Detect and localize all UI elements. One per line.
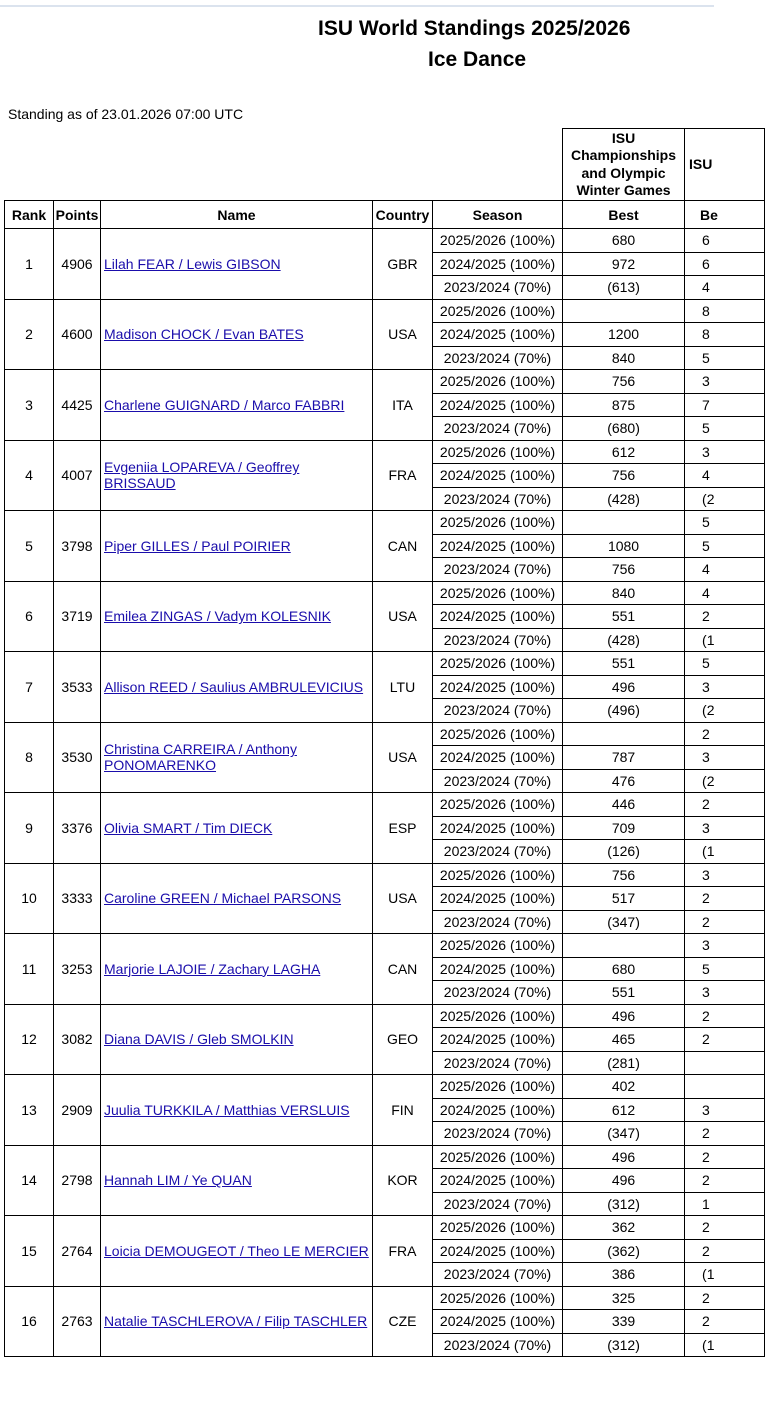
season-cell: 2024/2025 (100%) [433,464,563,488]
standings-table [4,128,765,1357]
rank-cell: 3 [5,370,54,441]
season-cell: 2025/2026 (100%) [433,652,563,676]
best-score-cell: 972 [563,252,685,276]
season-cell: 2025/2026 (100%) [433,299,563,323]
table-row [5,440,765,464]
next-best-cell: (2 [685,769,765,793]
next-best-cell: (1 [685,840,765,864]
table-row [5,1216,765,1240]
season-cell: 2025/2026 (100%) [433,511,563,535]
next-best-cell: 2 [685,1122,765,1146]
next-best-cell: 2 [685,605,765,629]
rank-cell: 10 [5,863,54,934]
next-best-cell: 2 [685,1286,765,1310]
rank-cell: 6 [5,581,54,652]
next-best-cell: (1 [685,628,765,652]
next-best-cell: 8 [685,299,765,323]
couple-name-link[interactable]: Christina CARREIRA / Anthony PONOMARENKO [104,741,297,774]
season-cell: 2024/2025 (100%) [433,1310,563,1334]
next-best-cell: 3 [685,440,765,464]
season-cell: 2025/2026 (100%) [433,934,563,958]
best-score-cell: 496 [563,1004,685,1028]
best-score-cell [563,934,685,958]
next-best-cell: 3 [685,675,765,699]
season-cell: 2025/2026 (100%) [433,1145,563,1169]
season-cell: 2023/2024 (70%) [433,1263,563,1287]
table-row [5,229,765,253]
country-cell: KOR [373,1145,433,1216]
couple-name-link[interactable]: Juulia TURKKILA / Matthias VERSLUIS [104,1101,350,1118]
next-best-cell: 3 [685,863,765,887]
rank-cell: 13 [5,1075,54,1146]
rank-header: Rank [5,201,54,229]
country-cell: CAN [373,511,433,582]
next-best-header: Be [685,201,765,229]
rank-cell: 1 [5,229,54,300]
best-score-cell: (428) [563,628,685,652]
table-row [5,652,765,676]
country-cell: USA [373,299,433,370]
couple-name-link[interactable]: Emilea ZINGAS / Vadym KOLESNIK [104,608,331,625]
season-cell: 2024/2025 (100%) [433,1098,563,1122]
season-cell: 2025/2026 (100%) [433,440,563,464]
points-cell: 3798 [54,511,101,582]
next-best-cell: 2 [685,1216,765,1240]
next-best-cell: 4 [685,464,765,488]
best-score-cell: 756 [563,464,685,488]
points-cell: 3333 [54,863,101,934]
couple-name-link[interactable]: Marjorie LAJOIE / Zachary LAGHA [104,960,321,977]
best-score-cell: 386 [563,1263,685,1287]
season-cell: 2024/2025 (100%) [433,675,563,699]
next-best-cell: 2 [685,887,765,911]
next-best-cell: 4 [685,276,765,300]
best-score-cell: (312) [563,1333,685,1357]
points-cell: 3376 [54,793,101,864]
best-score-cell [563,722,685,746]
season-cell: 2024/2025 (100%) [433,605,563,629]
next-best-cell: 2 [685,1310,765,1334]
next-best-cell: 1 [685,1192,765,1216]
season-cell: 2023/2024 (70%) [433,1192,563,1216]
couple-name-link[interactable]: Loicia DEMOUGEOT / Theo LE MERCIER [104,1242,369,1259]
best-score-cell: 709 [563,816,685,840]
points-cell: 2764 [54,1216,101,1287]
country-cell: FRA [373,440,433,511]
points-cell: 2909 [54,1075,101,1146]
best-score-cell: 840 [563,346,685,370]
points-header: Points [54,201,101,229]
next-best-cell: 6 [685,229,765,253]
points-cell: 4425 [54,370,101,441]
couple-name-link[interactable]: Madison CHOCK / Evan BATES [104,326,304,343]
country-cell: ESP [373,793,433,864]
best-score-cell: 551 [563,652,685,676]
next-best-cell: 2 [685,1239,765,1263]
next-best-cell: (1 [685,1333,765,1357]
standing-date: Standing as of 23.01.2026 07:00 UTC [8,106,244,122]
page-subtitle: Ice Dance [428,48,527,71]
best-score-cell: 875 [563,393,685,417]
best-score-cell: 551 [563,981,685,1005]
next-best-cell: 3 [685,370,765,394]
rank-cell: 4 [5,440,54,511]
country-cell: GBR [373,229,433,300]
top-border-line [0,5,714,7]
season-cell: 2024/2025 (100%) [433,957,563,981]
rank-cell: 12 [5,1004,54,1075]
season-cell: 2023/2024 (70%) [433,417,563,441]
next-best-cell: 2 [685,722,765,746]
couple-name-link[interactable]: Piper GILLES / Paul POIRIER [104,537,291,554]
best-score-cell: (496) [563,699,685,723]
country-cell: USA [373,722,433,793]
table-row [5,793,765,817]
next-group-header: ISU [685,129,765,201]
points-cell: 4906 [54,229,101,300]
best-score-cell: 612 [563,440,685,464]
next-best-cell: 3 [685,746,765,770]
couple-name-link[interactable]: Diana DAVIS / Gleb SMOLKIN [104,1031,294,1048]
best-score-cell: 465 [563,1028,685,1052]
season-cell: 2023/2024 (70%) [433,1051,563,1075]
season-cell: 2024/2025 (100%) [433,393,563,417]
best-score-cell: 476 [563,769,685,793]
country-cell: USA [373,581,433,652]
season-cell: 2025/2026 (100%) [433,229,563,253]
next-best-cell: 5 [685,957,765,981]
best-score-cell: 787 [563,746,685,770]
next-best-cell: 2 [685,1145,765,1169]
next-best-cell: 2 [685,1169,765,1193]
points-cell: 3082 [54,1004,101,1075]
next-best-cell: 7 [685,393,765,417]
points-cell: 3719 [54,581,101,652]
table-row [5,370,765,394]
best-score-cell: 402 [563,1075,685,1099]
best-score-cell: 680 [563,957,685,981]
best-score-cell: 496 [563,1145,685,1169]
season-cell: 2025/2026 (100%) [433,1216,563,1240]
championships-group-header: ISU Championships and Olympic Winter Games [563,129,685,201]
best-score-cell: (680) [563,417,685,441]
season-cell: 2025/2026 (100%) [433,722,563,746]
table-row [5,1145,765,1169]
table-row [5,1075,765,1099]
season-cell: 2023/2024 (70%) [433,276,563,300]
points-cell: 4600 [54,299,101,370]
rank-cell: 5 [5,511,54,582]
rank-cell: 16 [5,1286,54,1357]
best-score-cell: 756 [563,558,685,582]
season-cell: 2024/2025 (100%) [433,252,563,276]
best-header: Best [563,201,685,229]
table-row [5,1286,765,1310]
country-cell: USA [373,863,433,934]
season-cell: 2025/2026 (100%) [433,1286,563,1310]
table-row [5,299,765,323]
next-best-cell: 6 [685,252,765,276]
country-cell: FIN [373,1075,433,1146]
points-cell: 2798 [54,1145,101,1216]
next-best-cell: 5 [685,652,765,676]
best-score-cell: 339 [563,1310,685,1334]
next-best-cell: 4 [685,558,765,582]
best-score-cell [563,511,685,535]
country-cell: ITA [373,370,433,441]
standings-rows [5,229,765,1357]
season-cell: 2025/2026 (100%) [433,581,563,605]
season-cell: 2024/2025 (100%) [433,816,563,840]
season-cell: 2025/2026 (100%) [433,1075,563,1099]
rank-cell: 2 [5,299,54,370]
season-cell: 2023/2024 (70%) [433,628,563,652]
next-best-cell: 3 [685,981,765,1005]
points-cell: 4007 [54,440,101,511]
season-cell: 2024/2025 (100%) [433,1239,563,1263]
next-best-cell: 5 [685,417,765,441]
couple-name-link[interactable]: Natalie TASCHLEROVA / Filip TASCHLER [104,1313,368,1330]
next-best-cell: 5 [685,511,765,535]
rank-cell: 9 [5,793,54,864]
table-row [5,1004,765,1028]
season-cell: 2025/2026 (100%) [433,793,563,817]
best-score-cell: 325 [563,1286,685,1310]
best-score-cell: 1200 [563,323,685,347]
country-cell: GEO [373,1004,433,1075]
table-row [5,934,765,958]
best-score-cell: (362) [563,1239,685,1263]
standings-table-viewport[interactable] [0,128,718,1353]
season-cell: 2023/2024 (70%) [433,840,563,864]
name-header: Name [101,201,373,229]
best-score-cell: (347) [563,910,685,934]
next-best-cell: (2 [685,699,765,723]
table-row [5,863,765,887]
season-cell: 2024/2025 (100%) [433,746,563,770]
best-score-cell: 1080 [563,534,685,558]
season-cell: 2023/2024 (70%) [433,1122,563,1146]
best-score-cell: (312) [563,1192,685,1216]
best-score-cell: 756 [563,863,685,887]
couple-name-link[interactable]: Evgeniia LOPAREVA / Geoffrey BRISSAUD [104,459,300,492]
season-header: Season [433,201,563,229]
best-score-cell: 496 [563,1169,685,1193]
country-cell: CAN [373,934,433,1005]
couple-name-link[interactable]: Olivia SMART / Tim DIECK [104,819,273,836]
couple-name-link[interactable]: Caroline GREEN / Michael PARSONS [104,890,342,907]
season-cell: 2023/2024 (70%) [433,487,563,511]
points-cell: 3533 [54,652,101,723]
points-cell: 3253 [54,934,101,1005]
best-score-cell: 756 [563,370,685,394]
next-best-cell [685,1075,765,1099]
season-cell: 2024/2025 (100%) [433,887,563,911]
best-score-cell: (126) [563,840,685,864]
season-cell: 2023/2024 (70%) [433,558,563,582]
country-cell: LTU [373,652,433,723]
next-best-cell: 5 [685,534,765,558]
country-cell: CZE [373,1286,433,1357]
table-row [5,581,765,605]
couple-name-link[interactable]: Charlene GUIGNARD / Marco FABBRI [104,396,345,413]
season-cell: 2024/2025 (100%) [433,534,563,558]
best-score-cell: 551 [563,605,685,629]
next-best-cell [685,1051,765,1075]
best-score-cell: 840 [563,581,685,605]
best-score-cell: 496 [563,675,685,699]
season-cell: 2024/2025 (100%) [433,1169,563,1193]
season-cell: 2024/2025 (100%) [433,1028,563,1052]
couple-name-link[interactable]: Lilah FEAR / Lewis GIBSON [104,255,281,272]
season-cell: 2023/2024 (70%) [433,1333,563,1357]
next-best-cell: 3 [685,816,765,840]
season-cell: 2023/2024 (70%) [433,699,563,723]
next-best-cell: 2 [685,1004,765,1028]
points-cell: 2763 [54,1286,101,1357]
best-score-cell: 446 [563,793,685,817]
season-cell: 2023/2024 (70%) [433,981,563,1005]
best-score-cell: 680 [563,229,685,253]
country-header: Country [373,201,433,229]
best-score-cell [563,299,685,323]
rank-cell: 14 [5,1145,54,1216]
rank-cell: 8 [5,722,54,793]
season-cell: 2025/2026 (100%) [433,863,563,887]
best-score-cell: (428) [563,487,685,511]
next-best-cell: 8 [685,323,765,347]
best-score-cell: (347) [563,1122,685,1146]
next-best-cell: 5 [685,346,765,370]
couple-name-link[interactable]: Hannah LIM / Ye QUAN [104,1172,252,1189]
table-row [5,722,765,746]
season-cell: 2024/2025 (100%) [433,323,563,347]
season-cell: 2025/2026 (100%) [433,370,563,394]
season-cell: 2023/2024 (70%) [433,769,563,793]
next-best-cell: 3 [685,1098,765,1122]
next-best-cell: (2 [685,487,765,511]
couple-name-link[interactable]: Allison REED / Saulius AMBRULEVICIUS [104,678,364,695]
season-cell: 2023/2024 (70%) [433,910,563,934]
country-cell: FRA [373,1216,433,1287]
best-score-cell: 612 [563,1098,685,1122]
best-score-cell: 362 [563,1216,685,1240]
rank-cell: 11 [5,934,54,1005]
next-best-cell: 2 [685,793,765,817]
season-cell: 2025/2026 (100%) [433,1004,563,1028]
best-score-cell: (613) [563,276,685,300]
best-score-cell: (281) [563,1051,685,1075]
next-best-cell: 2 [685,1028,765,1052]
points-cell: 3530 [54,722,101,793]
season-cell: 2023/2024 (70%) [433,346,563,370]
table-row [5,511,765,535]
rank-cell: 15 [5,1216,54,1287]
best-score-cell: 517 [563,887,685,911]
next-best-cell: 3 [685,934,765,958]
next-best-cell: (1 [685,1263,765,1287]
next-best-cell: 2 [685,910,765,934]
next-best-cell: 4 [685,581,765,605]
rank-cell: 7 [5,652,54,723]
page-title: ISU World Standings 2025/2026 [318,17,631,40]
